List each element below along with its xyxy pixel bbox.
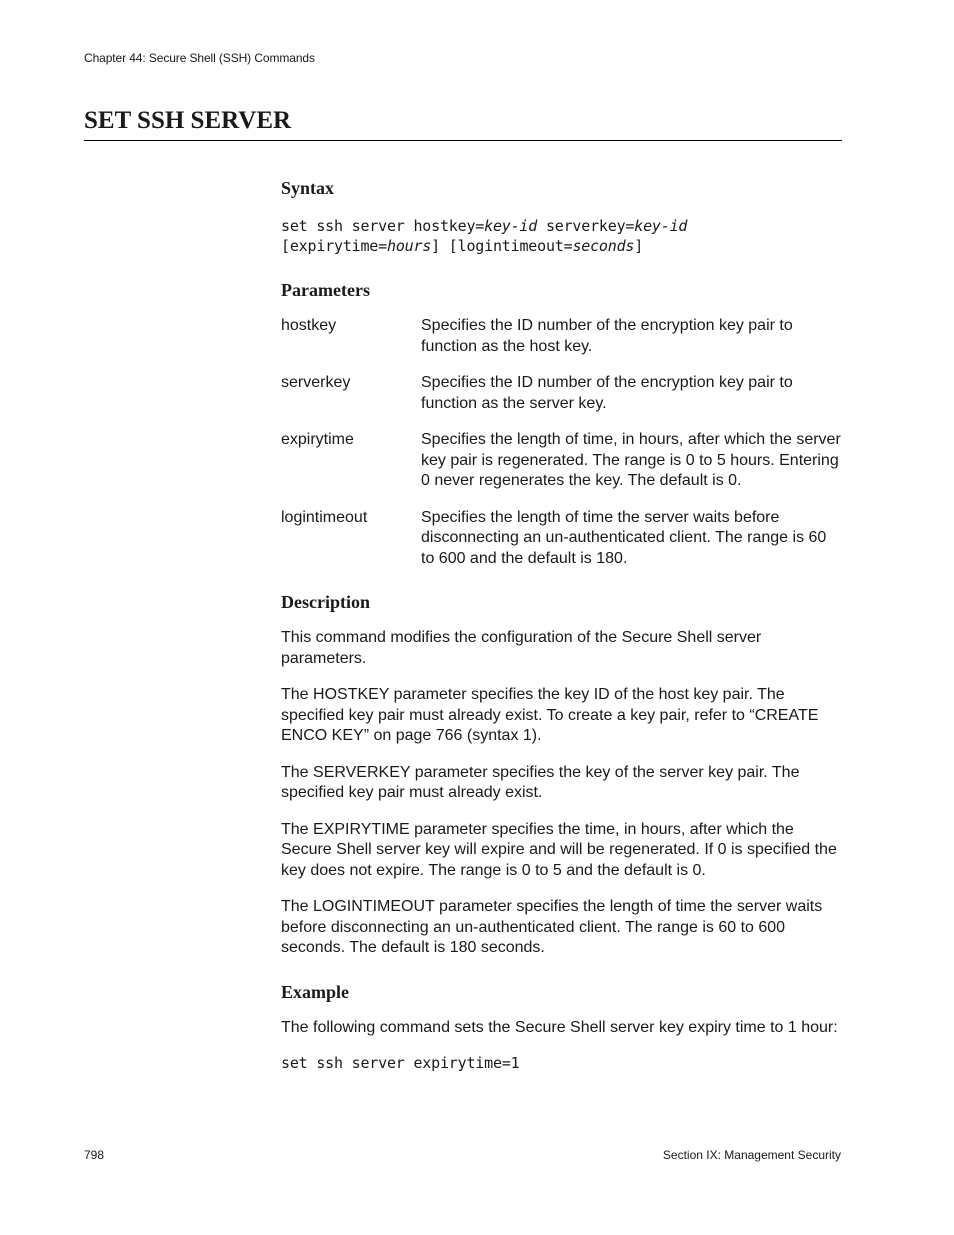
footer-page-number: 798 — [84, 1148, 105, 1162]
param-row-expirytime — [281, 430, 843, 492]
syntax-serverkey-var: key-id — [634, 217, 688, 235]
example-command: set ssh server expirytime=1 — [281, 1054, 520, 1072]
syntax-expiry-var: hours — [386, 236, 432, 255]
description-paragraph: The HOSTKEY parameter specifies the key ID of the host key pair. The specified key pair must already exist. To create a key pair, refer to “CREATE ENCO KEY” on page 766 (syntax 1). — [281, 686, 819, 744]
param-row-serverkey — [281, 373, 843, 414]
description-paragraph: The EXPIRYTIME parameter specifies the time, in hours, after which the Secure Shell server key will expire and will be regenerated. If 0 is specified the key does not expire. The range is 0 to 5 and the default is 0. — [281, 820, 837, 879]
param-description: Specifies the ID number of the encryption key pair to function as the server key. — [421, 374, 793, 412]
syntax-line2-part1: [expirytime= — [281, 236, 387, 255]
param-description: Specifies the length of time, in hours, after which the server key pair is regenerated. The range is 0 to 5 hours. Entering 0 never regenerates the key. The default is 0. — [421, 431, 841, 489]
param-description: Specifies the length of time the server waits before disconnecting an un-authenticated client. The range is 60 to 600 and the default is 180. — [421, 508, 827, 567]
syntax-hostkey-var: key-id — [484, 217, 538, 235]
param-name: logintimeout — [281, 508, 368, 526]
description-heading: Description — [281, 592, 370, 612]
description-paragraph: This command modifies the configuration of the Secure Shell server parameters. — [281, 629, 762, 667]
param-description: Specifies the ID number of the encryption key pair to function as the host key. — [421, 317, 793, 355]
description-paragraph: The LOGINTIMEOUT parameter specifies the length of time the server waits before disconnecting an un-authenticated client. The range is 60 to 600 seconds. The default is 180 seconds. — [281, 898, 823, 956]
running-header: Chapter 44: Secure Shell (SSH) Commands — [84, 51, 315, 65]
page-title: SET SSH SERVER — [84, 107, 292, 134]
param-name: serverkey — [281, 374, 351, 391]
syntax-line2-part2: ] [logintimeout= — [431, 236, 573, 255]
content-body — [281, 176, 843, 1074]
param-name: hostkey — [281, 317, 337, 334]
title-rule — [84, 140, 842, 141]
parameters-heading: Parameters — [281, 280, 370, 300]
param-row-hostkey — [281, 316, 843, 357]
syntax-line1-part2: serverkey= — [537, 217, 635, 235]
syntax-line1-part1: set ssh server hostkey= — [281, 217, 485, 235]
example-heading: Example — [281, 981, 350, 1002]
syntax-code — [281, 217, 843, 256]
footer-section: Section IX: Management Security — [662, 1148, 841, 1162]
param-row-logintimeout — [281, 508, 843, 570]
param-name: expirytime — [281, 431, 354, 448]
syntax-heading: Syntax — [281, 178, 335, 198]
syntax-login-var: seconds — [572, 236, 635, 255]
example-text: The following command sets the Secure Shell server key expiry time to 1 hour: — [281, 1018, 838, 1036]
description-paragraph: The SERVERKEY parameter specifies the key of the server key pair. The specified key pair must already exist. — [281, 763, 800, 801]
syntax-line2-part3: ] — [634, 236, 644, 255]
